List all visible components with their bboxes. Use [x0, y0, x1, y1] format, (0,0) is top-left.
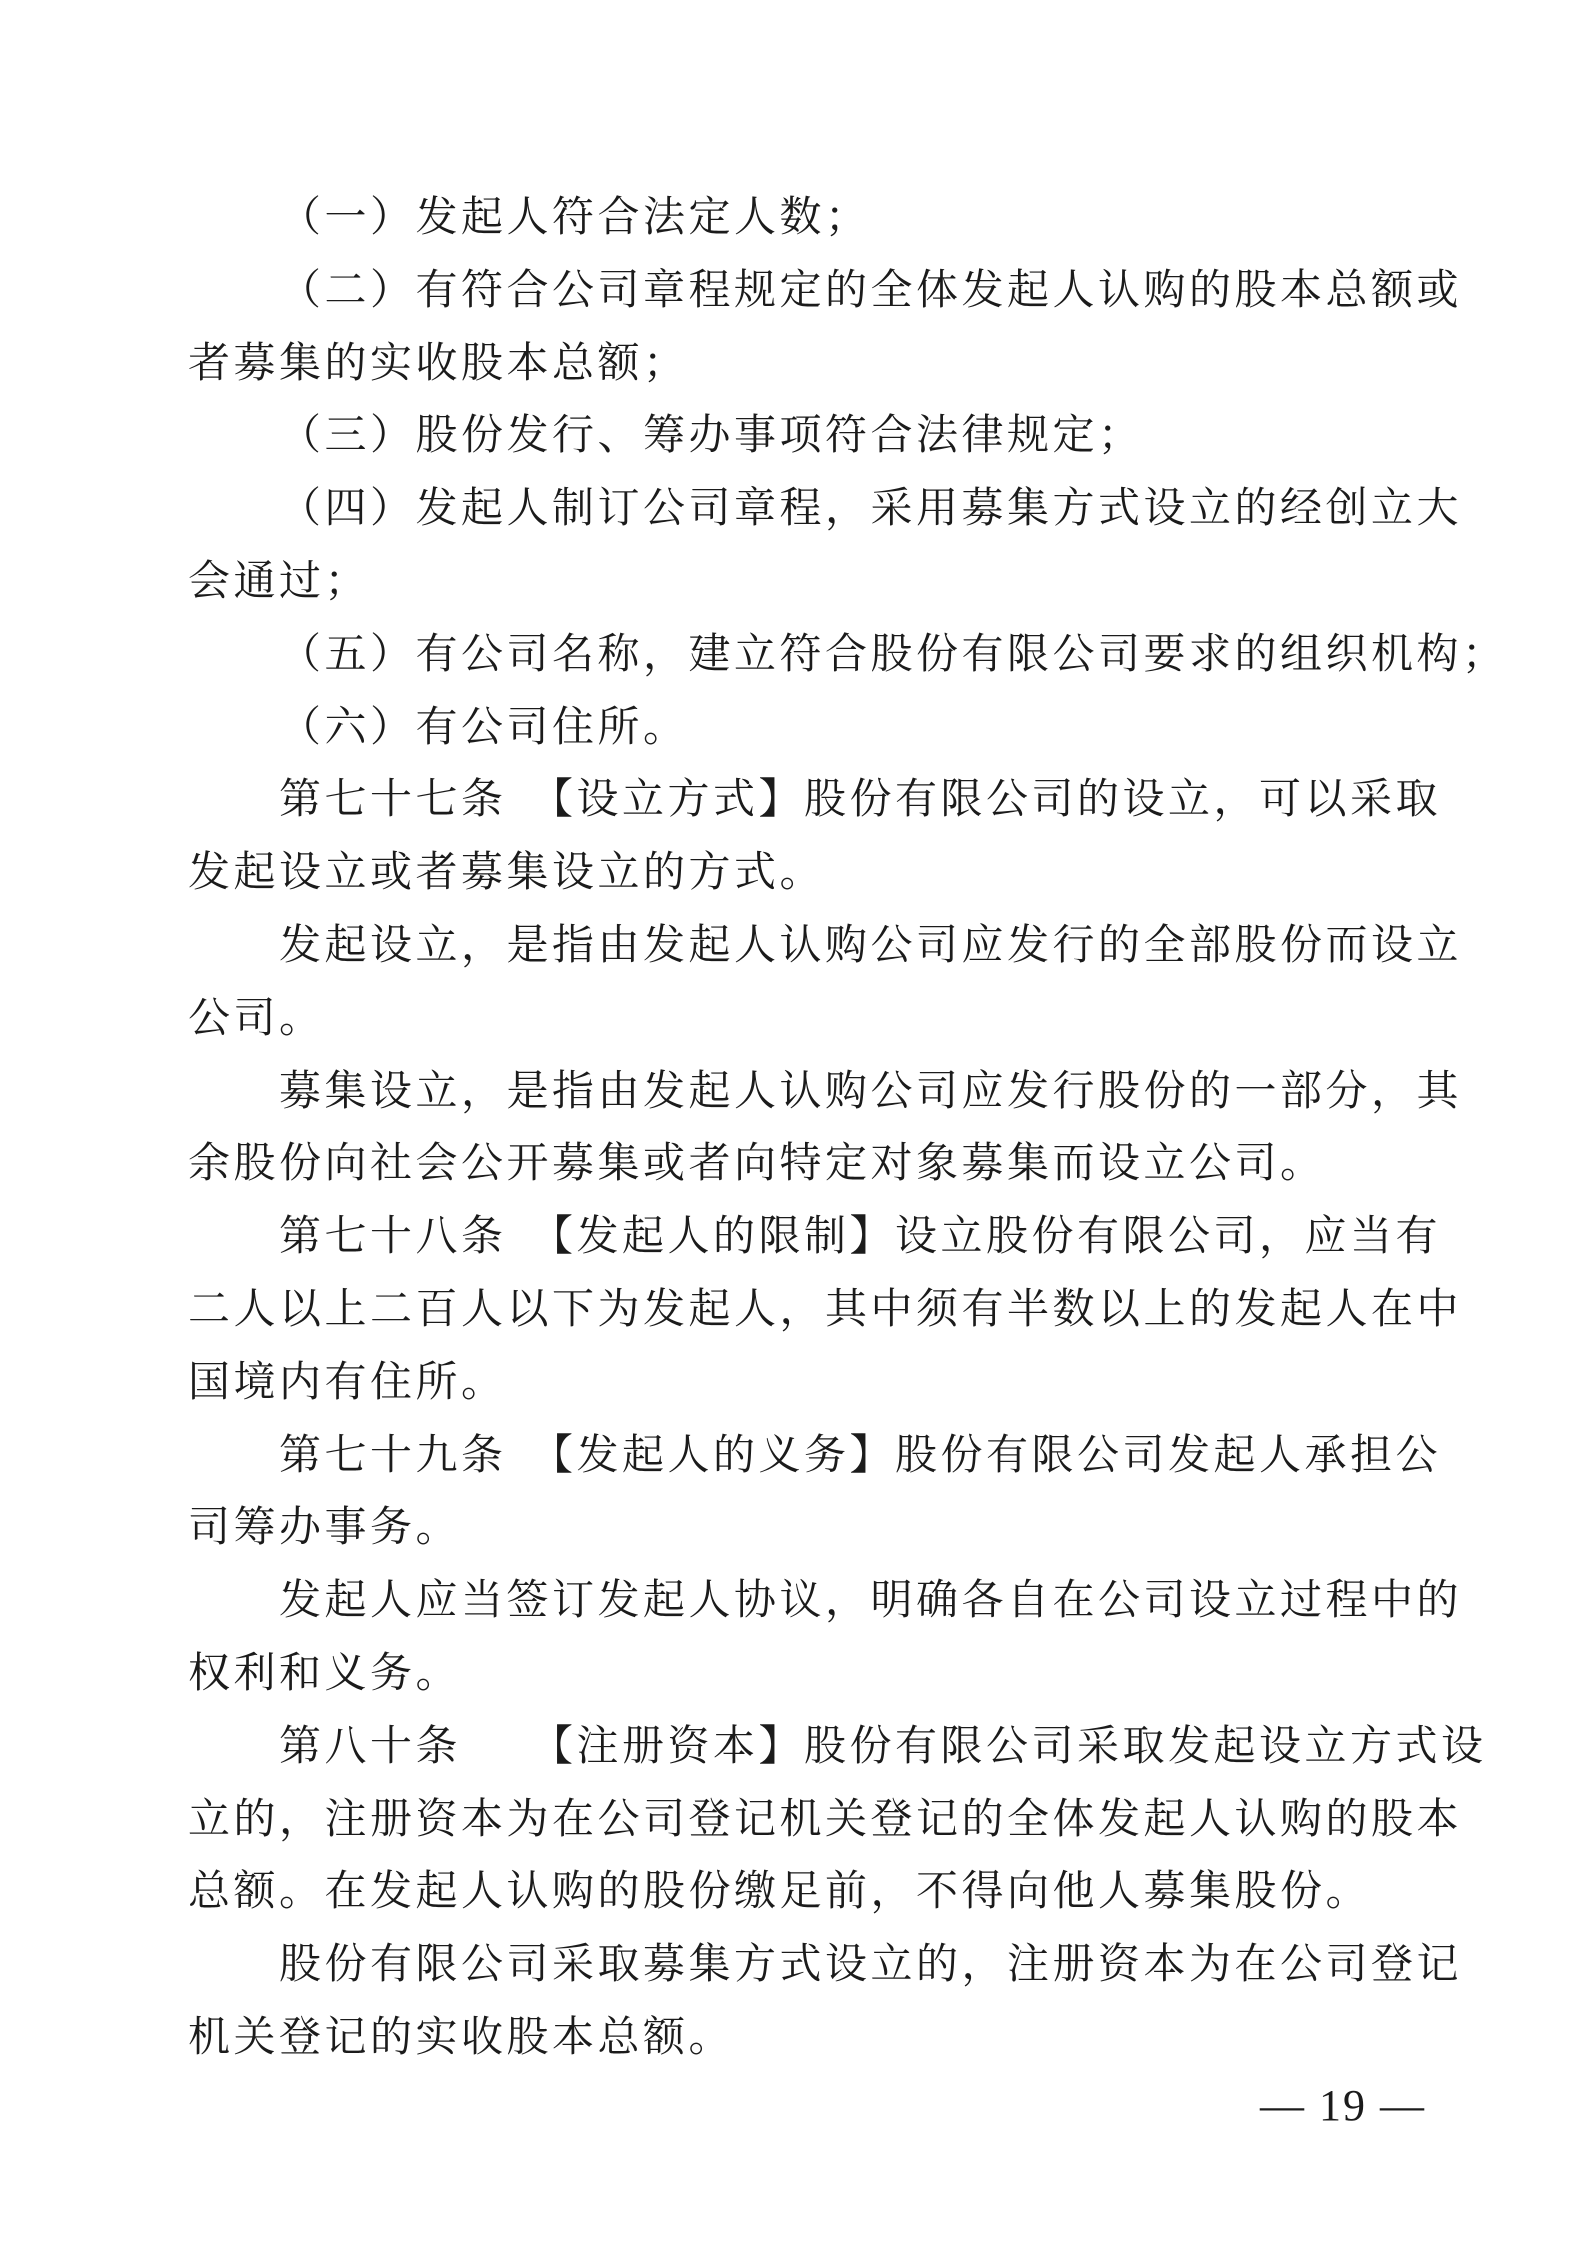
text-line: （一）发起人符合法定人数； [279, 195, 871, 241]
text-line: （六）有公司住所。 [279, 704, 689, 751]
text-line: （二）有符合公司章程规定的全体发起人认购的股本总额或 [279, 267, 1463, 314]
text-line: 权利和义务。 [188, 1650, 462, 1697]
text-line: 发起设立，是指由发起人认购公司应发行的全部股份而设立 [279, 922, 1463, 969]
text-line: 余股份向社会公开募集或者向特定对象募集而设立公司。 [188, 1141, 1326, 1188]
text-line: 第八十条 【注册资本】股份有限公司采取发起设立方式设 [279, 1723, 1487, 1770]
text-line: （四）发起人制订公司章程，采用募集方式设立的经创立大 [279, 486, 1463, 533]
text-line: 第七十九条 【发起人的义务】股份有限公司发起人承担公 [279, 1432, 1442, 1479]
text-line: （三）股份发行、筹办事项符合法律规定； [279, 413, 1144, 460]
text-line: 股份有限公司采取募集方式设立的，注册资本为在公司登记 [279, 1942, 1463, 1989]
text-line: 第七十八条 【发起人的限制】设立股份有限公司，应当有 [279, 1214, 1442, 1261]
text-line: 第七十七条 【设立方式】股份有限公司的设立，可以采取 [279, 777, 1442, 824]
page-number: — 19 — [1260, 2081, 1426, 2130]
text-line: 司筹办事务。 [188, 1505, 462, 1552]
text-line: 发起人应当签订发起人协议，明确各自在公司设立过程中的 [279, 1578, 1463, 1625]
text-line: 者募集的实收股本总额； [188, 340, 689, 387]
text-line: （五）有公司名称，建立符合股份有限公司要求的组织机构； [279, 631, 1508, 678]
document-text [188, 182, 1508, 2075]
text-line: 发起设立或者募集设立的方式。 [188, 850, 826, 897]
text-line: 公司。 [188, 995, 325, 1042]
text-line: 机关登记的实收股本总额。 [188, 2014, 735, 2061]
text-line: 国境内有住所。 [188, 1359, 507, 1406]
text-line: 立的，注册资本为在公司登记机关登记的全体发起人认购的股本 [188, 1796, 1463, 1843]
text-line: 会通过； [188, 558, 371, 605]
text-line: 募集设立，是指由发起人认购公司应发行股份的一部分，其 [279, 1068, 1463, 1115]
text-line: 总额。在发起人认购的股份缴足前，不得向他人募集股份。 [188, 1869, 1372, 1916]
text-line: 二人以上二百人以下为发起人，其中须有半数以上的发起人在中 [188, 1286, 1463, 1333]
